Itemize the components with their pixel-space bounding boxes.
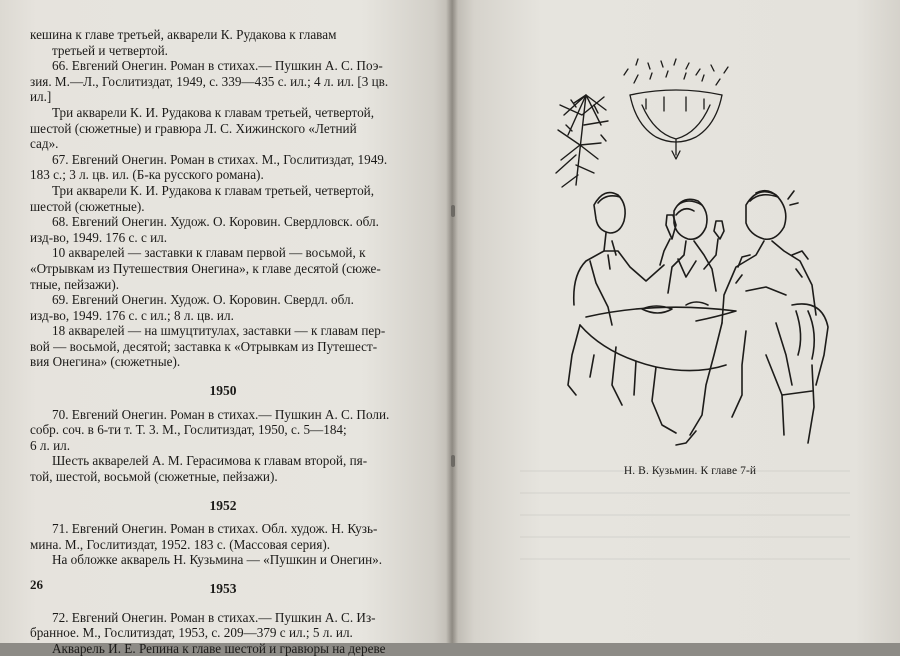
- entry-70-note: [30, 453, 416, 484]
- entry-69-note: [30, 323, 416, 370]
- text-line: изд-во, 1949. 176 с. с ил.; 8 л. цв. ил.: [30, 307, 234, 323]
- text-line: вой — восьмой, десятой; заставка к «Отрывкам из Путешест-: [30, 338, 378, 354]
- entry-66: [30, 58, 416, 105]
- page-number: 26: [30, 577, 43, 592]
- entry-71: [30, 521, 416, 552]
- text-line: Три акварели К. И. Рудакова к главам третьей, четвертой,: [52, 104, 375, 120]
- chandelier: [624, 59, 728, 159]
- text-line: На обложке акварель Н. Кузьмина — «Пушкин и Онегин».: [52, 552, 383, 568]
- text-line: Акварель И. Е. Репина к главе шестой и гравюры на дереве: [52, 640, 386, 656]
- entry-72-note: [30, 641, 416, 656]
- year-heading-1952: 1952: [209, 497, 237, 513]
- entry-66-note: [30, 105, 416, 152]
- text-line: собр. соч. в 6-ти т. Т. 3. М., Гослитиздат, 1950, с. 5—184;: [30, 422, 347, 438]
- text-line: «Отрывкам из Путешествия Онегина», к главе десятой (сюже-: [30, 260, 381, 276]
- text-line: зия. М.—Л., Гослитиздат, 1949, с. 339—435 с. ил.; 4 л. ил. [3 цв.: [30, 73, 389, 89]
- figure-left: [574, 193, 676, 325]
- staple: [451, 205, 455, 217]
- year-heading-1950: 1950: [209, 383, 237, 399]
- figure-middle: [668, 199, 724, 293]
- text-line: изд-во, 1949. 176 с. с ил.: [30, 229, 168, 245]
- staple: [451, 455, 455, 467]
- text-line: третьей и четвертой.: [52, 42, 168, 58]
- text-line: кешина к главе третьей, акварели К. Рудакова к главам: [30, 27, 337, 42]
- palm-plant: [556, 95, 608, 187]
- entry-69: [30, 292, 416, 323]
- entry-67-note: [30, 183, 416, 214]
- text-line: 71. Евгений Онегин. Роман в стихах. Обл. худож. Н. Кузь-: [52, 521, 378, 537]
- text-line: 10 акварелей — заставки к главам первой — восьмой, к: [52, 245, 366, 261]
- text-line: Шесть акварелей А. М. Герасимова к главам второй, пя-: [52, 453, 368, 469]
- book-gutter: [446, 0, 458, 643]
- text-line: ил.]: [30, 89, 52, 105]
- text-line: 68. Евгений Онегин. Худож. О. Коровин. Свердловск. обл.: [52, 214, 379, 230]
- entry-68-note: [30, 245, 416, 292]
- entry-72: [30, 610, 416, 641]
- text-line: 183 с.; 3 л. цв. ил. (Б-ка русского романа).: [30, 167, 264, 183]
- text-line: 6 л. ил.: [30, 437, 71, 453]
- text-line: бранное. М., Гослитиздат, 1953, с. 209—379 с ил.; 5 л. ил.: [30, 625, 353, 641]
- text-line: 66. Евгений Онегин. Роман в стихах.— Пушкин А. С. Поэ-: [52, 58, 383, 74]
- year-heading-1953: 1953: [209, 581, 237, 596]
- text-line: тные, пейзажи).: [30, 276, 120, 292]
- text-line: 69. Евгений Онегин. Худож. О. Коровин. Свердл. обл.: [52, 292, 354, 308]
- dinner-party-illustration: [546, 55, 834, 455]
- text-line: 72. Евгений Онегин. Роман в стихах.— Пушкин А. С. Из-: [52, 609, 376, 625]
- bibliography-text: [30, 27, 416, 656]
- text-line: шестой (сюжетные).: [30, 198, 145, 214]
- text-line: вия Онегина» (сюжетные).: [30, 354, 181, 370]
- text-line: шестой (сюжетные) и гравюра Л. С. Хижинского «Летний: [30, 120, 357, 136]
- text-line: Три акварели К. И. Рудакова к главам третьей, четвертой,: [52, 182, 375, 198]
- text-line: сад».: [30, 136, 59, 152]
- text-line: 67. Евгений Онегин. Роман в стихах. М., Гослитиздат, 1949.: [52, 151, 388, 167]
- text-line: 18 акварелей — на шмуцтитулах, заставки — к главам пер-: [52, 323, 386, 339]
- text-line: той, шестой, восьмой (сюжетные, пейзажи).: [30, 469, 278, 485]
- chair: [676, 304, 828, 445]
- entry-70: [30, 407, 416, 454]
- entry-67: [30, 152, 416, 183]
- entry-71-note: [30, 552, 416, 568]
- entry-continuation: [30, 27, 416, 58]
- entry-68: [30, 214, 416, 245]
- text-line: 70. Евгений Онегин. Роман в стихах.— Пушкин А. С. Поли.: [52, 406, 390, 422]
- illustration-caption: Н. В. Кузьмин. К главе 7-й: [623, 465, 757, 477]
- text-line: мина. М., Гослитиздат, 1952. 183 с. (Массовая серия).: [30, 536, 331, 552]
